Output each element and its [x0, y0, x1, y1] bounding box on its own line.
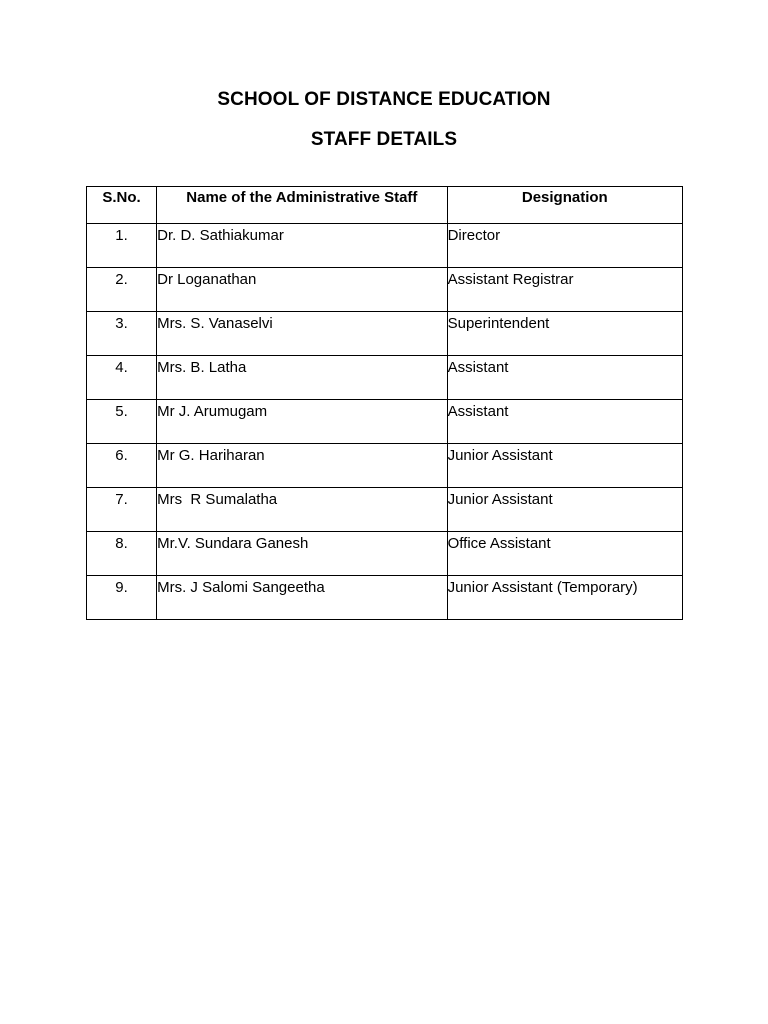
cell-sno: 1. [87, 224, 157, 268]
cell-designation: Superintendent [447, 312, 682, 356]
table-row [87, 356, 683, 400]
header-name: Name of the Administrative Staff [157, 187, 447, 224]
cell-name: Mrs. J Salomi Sangeetha [157, 576, 447, 620]
staff-table [86, 186, 683, 620]
cell-designation: Junior Assistant (Temporary) [447, 576, 682, 620]
cell-designation: Junior Assistant [447, 488, 682, 532]
document-title: SCHOOL OF DISTANCE EDUCATION [217, 89, 551, 110]
table-row [87, 444, 683, 488]
cell-sno: 7. [87, 488, 157, 532]
cell-name: Mr.V. Sundara Ganesh [157, 532, 447, 576]
cell-sno: 6. [87, 444, 157, 488]
cell-sno: 5. [87, 400, 157, 444]
table-row [87, 488, 683, 532]
header-designation: Designation [447, 187, 682, 224]
cell-sno: 9. [87, 576, 157, 620]
cell-designation: Junior Assistant [447, 444, 682, 488]
cell-designation: Office Assistant [447, 532, 682, 576]
cell-name: Mrs R Sumalatha [157, 488, 447, 532]
cell-name: Mr J. Arumugam [157, 400, 447, 444]
cell-designation: Assistant Registrar [447, 268, 682, 312]
cell-name: Dr Loganathan [157, 268, 447, 312]
cell-name: Mrs. S. Vanaselvi [157, 312, 447, 356]
table-row [87, 268, 683, 312]
table-header-row [87, 187, 683, 224]
cell-sno: 4. [87, 356, 157, 400]
cell-sno: 8. [87, 532, 157, 576]
cell-name: Dr. D. Sathiakumar [157, 224, 447, 268]
cell-designation: Assistant [447, 356, 682, 400]
cell-designation: Assistant [447, 400, 682, 444]
table-row [87, 224, 683, 268]
cell-sno: 2. [87, 268, 157, 312]
table-row [87, 532, 683, 576]
cell-sno: 3. [87, 312, 157, 356]
document-subtitle: STAFF DETAILS [310, 129, 458, 150]
cell-name: Mrs. B. Latha [157, 356, 447, 400]
table-row [87, 400, 683, 444]
table-row [87, 312, 683, 356]
header-sno: S.No. [87, 187, 157, 224]
cell-designation: Director [447, 224, 682, 268]
cell-name: Mr G. Hariharan [157, 444, 447, 488]
table-row [87, 576, 683, 620]
